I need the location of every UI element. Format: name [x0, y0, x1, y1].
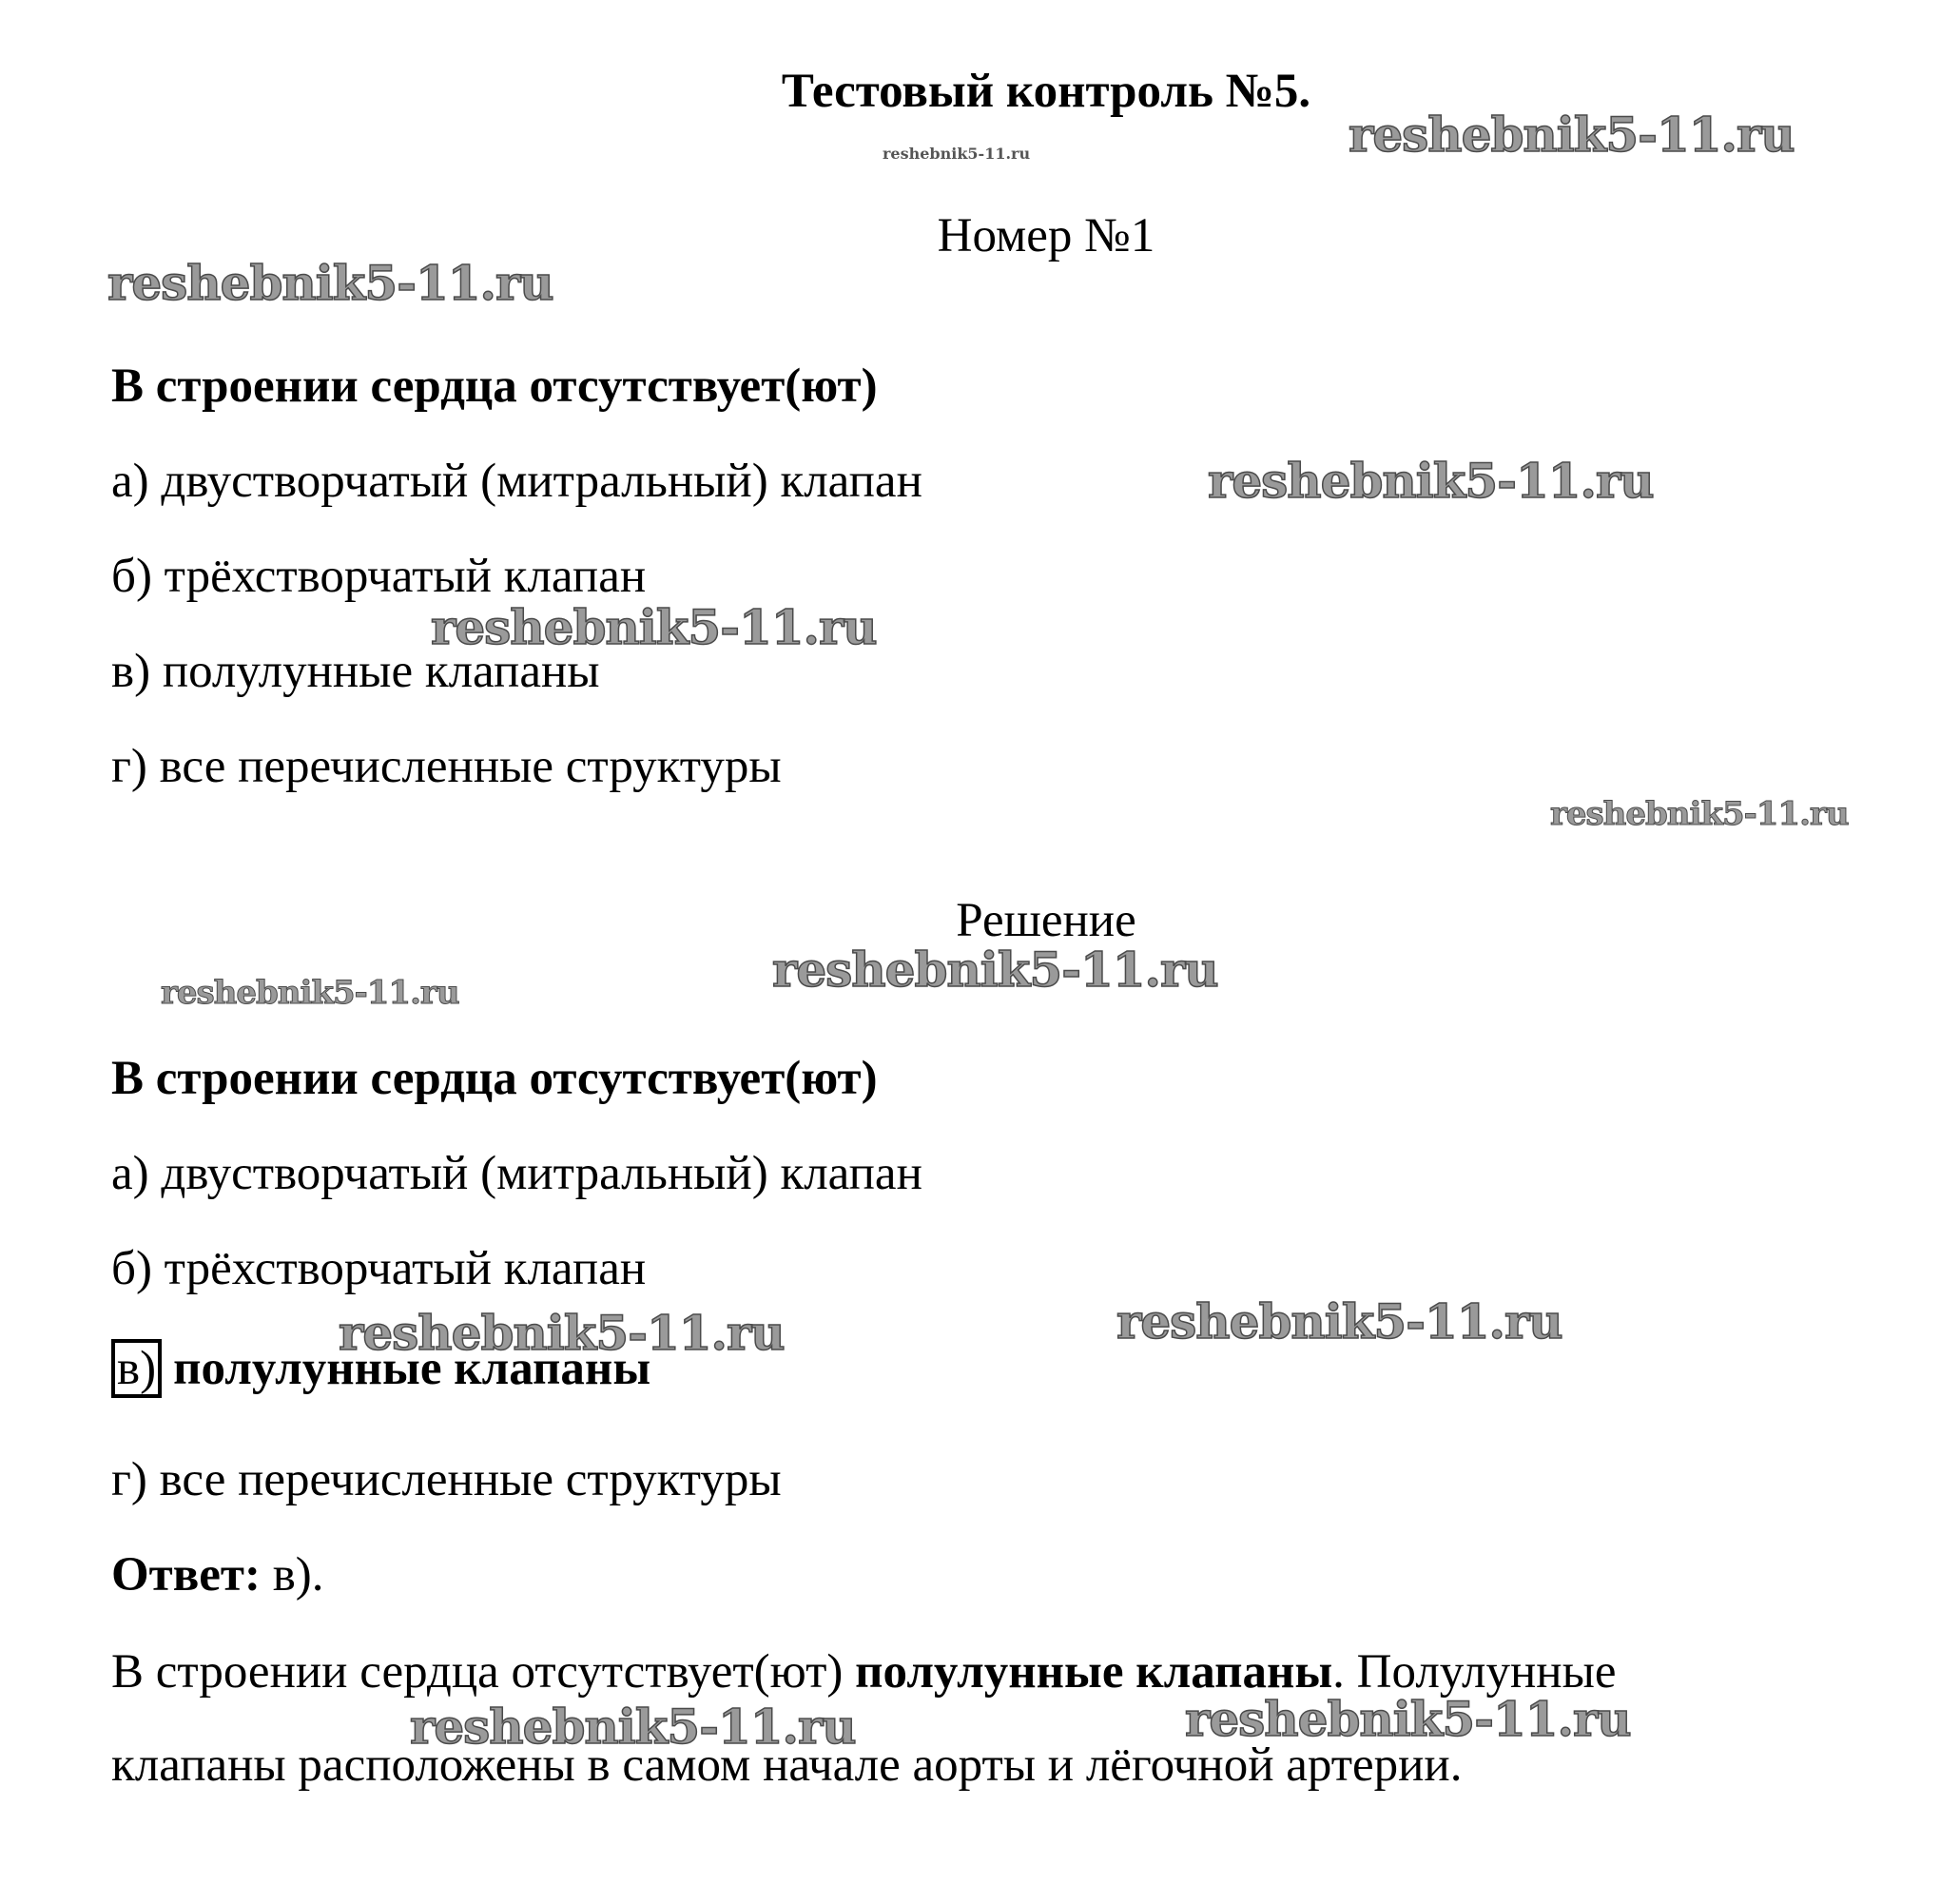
page-title: Тестовый контроль №5. [781, 65, 1311, 118]
selected-answer-text: полулунные клапаны [173, 1342, 651, 1395]
solution-option-b: б) трёхстворчатый клапан [111, 1242, 647, 1295]
question-option-c: в) полулунные клапаны [111, 645, 600, 698]
selected-answer-box: в) [111, 1339, 162, 1398]
explanation-line-2: клапаны расположены в самом начале аорты и лёгочной артерии. [111, 1738, 1463, 1792]
watermark: reshebnik5-11.ru [339, 1305, 785, 1361]
answer-line [111, 1546, 324, 1603]
question-option-a: а) двустворчатый (митральный) клапан [111, 455, 922, 508]
watermark: reshebnik5-11.ru [161, 974, 459, 1012]
watermark: reshebnik5-11.ru [883, 145, 1031, 163]
answer-label: Ответ: [111, 1548, 261, 1602]
watermark: reshebnik5-11.ru [772, 942, 1218, 998]
watermark: reshebnik5-11.ru [107, 255, 553, 311]
explanation-part2: . Полулунные [1332, 1645, 1617, 1699]
question-text: В строении сердца отсутствует(ют) [111, 359, 878, 413]
answer-value: в). [260, 1548, 324, 1602]
watermark: reshebnik5-11.ru [1550, 795, 1849, 833]
solution-option-d: г) все перечисленные структуры [111, 1453, 782, 1506]
explanation-bold: полулунные клапаны [855, 1645, 1333, 1699]
watermark: reshebnik5-11.ru [410, 1699, 856, 1755]
explanation-part1: В строении сердца отсутствует(ют) [111, 1645, 856, 1699]
solution-label: Решение [956, 894, 1136, 947]
number-label: Номер №1 [937, 209, 1155, 262]
solution-question-text: В строении сердца отсутствует(ют) [111, 1052, 878, 1105]
watermark: reshebnik5-11.ru [1349, 107, 1795, 163]
watermark: reshebnik5-11.ru [1116, 1293, 1562, 1350]
watermark: reshebnik5-11.ru [1208, 453, 1654, 509]
question-option-d: г) все перечисленные структуры [111, 740, 782, 793]
explanation-line-1 [111, 1643, 1616, 1700]
watermark: reshebnik5-11.ru [431, 599, 877, 655]
solution-option-a: а) двустворчатый (митральный) клапан [111, 1147, 922, 1200]
solution-option-c-selected [111, 1339, 650, 1398]
question-option-b: б) трёхстворчатый клапан [111, 550, 647, 603]
watermark: reshebnik5-11.ru [1185, 1691, 1631, 1747]
